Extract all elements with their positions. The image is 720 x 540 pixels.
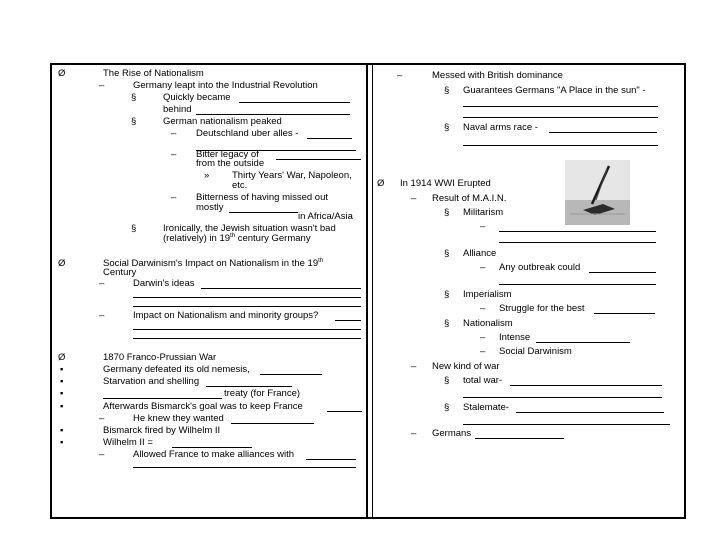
dot-bullet: ▪ bbox=[60, 388, 64, 399]
treaty-line: treaty (for France) bbox=[224, 388, 301, 399]
dash-bullet: – bbox=[171, 149, 177, 160]
arrow-bullet: Ø bbox=[58, 68, 66, 79]
dash-bullet: – bbox=[99, 80, 105, 91]
total-war-line: total war- bbox=[463, 375, 503, 386]
raquo-bullet: » bbox=[204, 170, 210, 181]
blank-line bbox=[231, 423, 314, 424]
dash-bullet: – bbox=[171, 192, 177, 203]
from-outside-line: from the outside bbox=[196, 158, 265, 169]
blank-line bbox=[103, 398, 222, 399]
blank-line bbox=[463, 424, 670, 425]
blank-line bbox=[201, 288, 361, 289]
fired-line: Bismarck fired by Wilhelm II bbox=[103, 425, 221, 436]
dot-bullet: ▪ bbox=[60, 401, 64, 412]
dash-bullet: – bbox=[397, 70, 403, 81]
intense-line: Intense bbox=[499, 332, 531, 343]
germans-line: Germans bbox=[432, 428, 472, 439]
social-darwinism-line: Social Darwinism bbox=[499, 346, 572, 357]
deutschland-line: Deutschland uber alles - bbox=[196, 128, 299, 139]
square-bullet: § bbox=[444, 289, 450, 300]
square-bullet: § bbox=[131, 116, 137, 127]
franco-title: 1870 Franco-Prussian War bbox=[103, 352, 217, 363]
africa-line: in Africa/Asia bbox=[298, 211, 353, 222]
dash-bullet: – bbox=[411, 193, 417, 204]
mostly-line: mostly bbox=[196, 202, 224, 213]
guarantees-line: Guarantees Germans "A Place in the sun" - bbox=[463, 85, 646, 96]
blank-line bbox=[516, 412, 664, 413]
blank-line bbox=[172, 447, 252, 448]
arrow-bullet: Ø bbox=[58, 352, 66, 363]
blank-line bbox=[589, 272, 656, 273]
square-bullet: § bbox=[444, 122, 450, 133]
main-line: Result of M.A.I.N. bbox=[432, 193, 507, 204]
square-bullet: § bbox=[444, 318, 450, 329]
blank-line bbox=[463, 106, 658, 107]
dot-bullet: ▪ bbox=[60, 425, 64, 436]
square-bullet: § bbox=[131, 223, 137, 234]
afterwards-line: Afterwards Bismarck's goal was to keep France bbox=[103, 401, 303, 412]
arrow-bullet: Ø bbox=[58, 258, 66, 269]
dash-bullet: – bbox=[480, 332, 486, 343]
sinking-ship-photo bbox=[565, 160, 630, 225]
blank-line bbox=[327, 411, 362, 412]
dash-bullet: – bbox=[411, 361, 417, 372]
blank-line bbox=[196, 114, 350, 115]
dash-bullet: – bbox=[99, 278, 105, 289]
industrial-line: Germany leapt into the Industrial Revolution bbox=[133, 80, 318, 91]
square-bullet: § bbox=[444, 207, 450, 218]
dash-bullet: – bbox=[99, 413, 105, 424]
behind-line: behind bbox=[163, 104, 192, 115]
blank-line bbox=[307, 138, 352, 139]
blank-line bbox=[306, 459, 356, 460]
dash-bullet: – bbox=[480, 303, 486, 314]
dot-bullet: ▪ bbox=[60, 376, 64, 387]
nationalism-title: The Rise of Nationalism bbox=[103, 68, 204, 79]
dash-bullet: – bbox=[99, 310, 105, 321]
ironically-line: Ironically, the Jewish situation wasn't bad bbox=[163, 223, 336, 234]
dash-bullet: – bbox=[171, 128, 177, 139]
defeated-line: Germany defeated its old nemesis, bbox=[103, 364, 250, 375]
erupted-line: In 1914 WWI Erupted bbox=[400, 178, 491, 189]
blank-line bbox=[499, 284, 656, 285]
new-war-line: New kind of war bbox=[432, 361, 500, 372]
struggle-line: Struggle for the best bbox=[499, 303, 585, 314]
imperialism-line: Imperialism bbox=[463, 289, 512, 300]
alliance-line: Alliance bbox=[463, 248, 497, 259]
blank-line bbox=[260, 374, 322, 375]
minority-line: Impact on Nationalism and minority groups? bbox=[133, 310, 319, 321]
blank-line bbox=[463, 145, 658, 146]
blank-line bbox=[499, 231, 656, 232]
blank-line bbox=[239, 102, 350, 103]
blank-line bbox=[229, 212, 298, 213]
blank-line bbox=[206, 386, 292, 387]
blank-line bbox=[463, 397, 662, 398]
dash-bullet: – bbox=[480, 262, 486, 273]
blank-line bbox=[133, 338, 361, 339]
darwinism-title-cont: Century bbox=[103, 267, 137, 278]
relatively-line: (relatively) in 19th century Germany bbox=[163, 233, 311, 244]
wilhelm-line: Wilhelm II = bbox=[103, 437, 153, 448]
blank-line bbox=[594, 313, 655, 314]
bitter-legacy-line: Bitter legacy of bbox=[196, 149, 259, 160]
militarism-line: Militarism bbox=[463, 207, 504, 218]
messed-line: Messed with British dominance bbox=[432, 70, 563, 81]
square-bullet: § bbox=[131, 92, 137, 103]
naval-line: Naval arms race - bbox=[463, 122, 538, 133]
blank-line bbox=[133, 329, 361, 330]
dash-bullet: – bbox=[480, 221, 486, 232]
peaked-line: German nationalism peaked bbox=[163, 116, 282, 127]
square-bullet: § bbox=[444, 85, 450, 96]
blank-line bbox=[536, 342, 630, 343]
blank-line bbox=[133, 467, 356, 468]
dot-bullet: ▪ bbox=[60, 437, 64, 448]
darwinism-title: Social Darwinism's Impact on Nationalism in the 19th bbox=[103, 258, 324, 269]
blank-line bbox=[276, 159, 361, 160]
blank-line bbox=[133, 297, 361, 298]
stalemate-line: Stalemate- bbox=[463, 402, 509, 413]
ideas-line: Darwin's ideas bbox=[133, 278, 195, 289]
bitterness-line: Bitterness of having missed out bbox=[196, 192, 329, 203]
square-bullet: § bbox=[444, 375, 450, 386]
quickly-line: Quickly became bbox=[163, 92, 231, 103]
blank-line bbox=[549, 132, 657, 133]
allowed-line: Allowed France to make alliances with bbox=[133, 449, 295, 460]
knew-line: He knew they wanted bbox=[133, 413, 224, 424]
dash-bullet: – bbox=[411, 428, 417, 439]
starvation-line: Starvation and shelling bbox=[103, 376, 200, 387]
dot-bullet: ▪ bbox=[60, 364, 64, 375]
column-divider bbox=[366, 63, 373, 519]
dash-bullet: – bbox=[480, 346, 486, 357]
square-bullet: § bbox=[444, 248, 450, 259]
arrow-bullet: Ø bbox=[377, 178, 385, 189]
blank-line bbox=[475, 438, 564, 439]
outbreak-line: Any outbreak could bbox=[499, 262, 581, 273]
square-bullet: § bbox=[444, 402, 450, 413]
blank-line bbox=[510, 385, 662, 386]
wars-line: Thirty Years' War, Napoleon, bbox=[232, 170, 352, 181]
blank-line bbox=[499, 242, 656, 243]
blank-line bbox=[463, 117, 658, 118]
dash-bullet: – bbox=[99, 449, 105, 460]
etc-line: etc. bbox=[232, 180, 248, 191]
nationalism-line: Nationalism bbox=[463, 318, 513, 329]
blank-line bbox=[133, 306, 361, 307]
blank-line bbox=[335, 320, 361, 321]
